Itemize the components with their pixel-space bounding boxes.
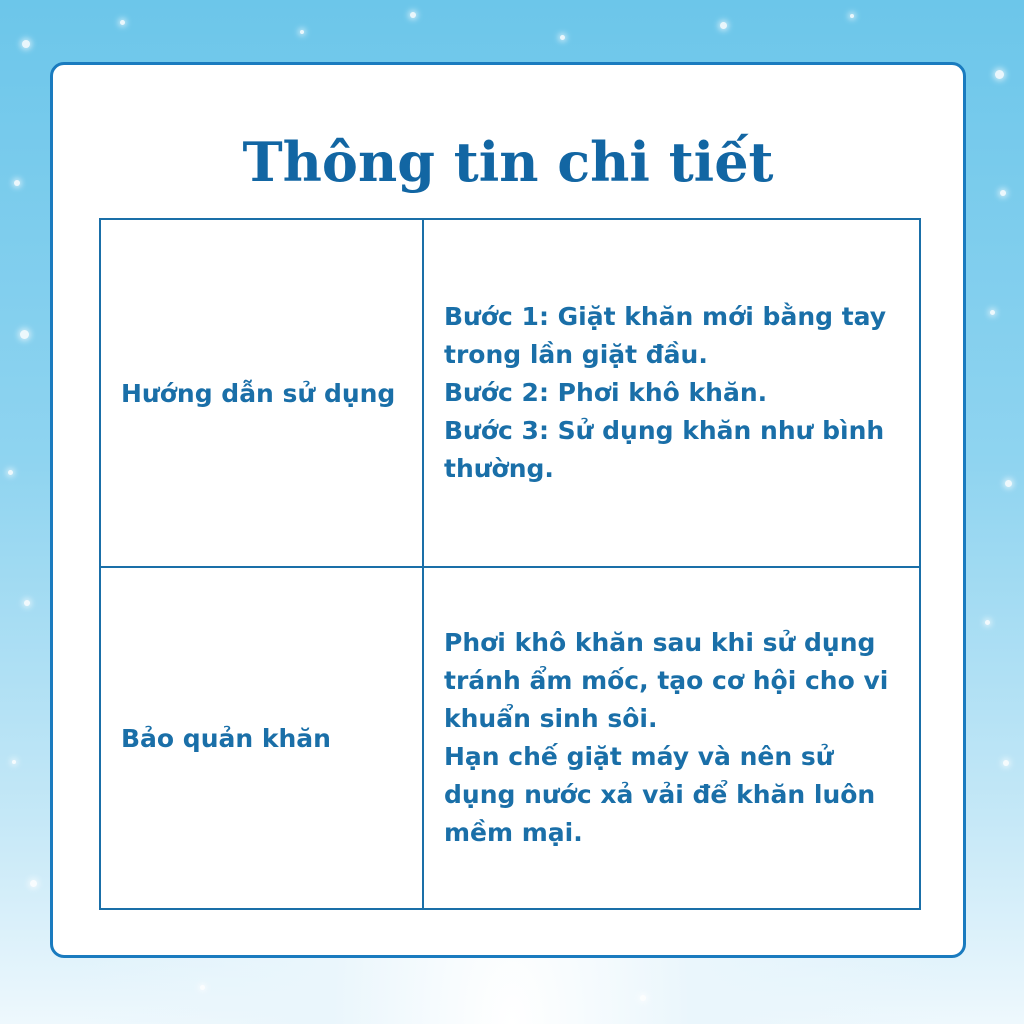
usage-step-3: Bước 3: Sử dụng khăn như bình thường. [444, 416, 885, 483]
table-row [100, 567, 920, 909]
care-tip-1: Phơi khô khăn sau khi sử dụng tránh ẩm mốc, tạo cơ hội cho vi khuẩn sinh sôi. [444, 628, 889, 733]
row-label-care: Bảo quản khăn [100, 567, 423, 909]
info-table [99, 218, 921, 910]
usage-step-2: Bước 2: Phơi khô khăn. [444, 378, 768, 407]
page-title: Thông tin chi tiết [242, 130, 774, 194]
row-label-usage: Hướng dẫn sử dụng [100, 219, 423, 567]
row-content-usage [423, 219, 920, 567]
info-card [50, 62, 966, 958]
row-content-care [423, 567, 920, 909]
usage-step-1: Bước 1: Giặt khăn mới bằng tay trong lần giặt đầu. [444, 302, 887, 369]
table-row [100, 219, 920, 567]
care-tip-2: Hạn chế giặt máy và nên sử dụng nước xả vải để khăn luôn mềm mại. [444, 742, 876, 847]
